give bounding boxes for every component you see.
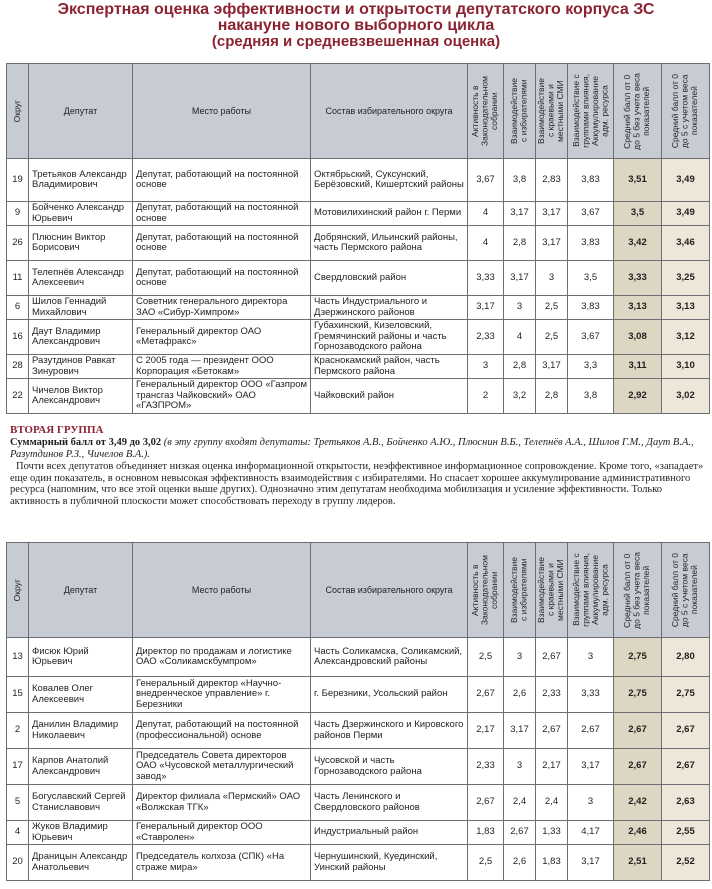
table-row <box>7 261 710 296</box>
district-cell: Свердловский район <box>311 261 468 296</box>
avg-score-cell: 3,42 <box>614 226 662 261</box>
header-weighted-line: Средний балл от 0 <box>670 552 681 628</box>
voters-cell: 3,17 <box>504 713 536 749</box>
okrug-cell: 2 <box>7 713 29 749</box>
avg-score-cell: 2,75 <box>614 638 662 677</box>
header-row <box>7 543 710 638</box>
media-cell: 1,83 <box>536 845 568 881</box>
header-voters-line: с избирателями <box>518 558 529 622</box>
deputy-cell: Карпов Анатолий Александрович <box>29 749 133 785</box>
header-activity-line: Законодательном <box>479 75 490 147</box>
table-row <box>7 713 710 749</box>
weighted-score-cell: 3,13 <box>662 296 710 320</box>
workplace-cell: Генеральный директор «Научно-внедренческое управление» г. Березники <box>133 677 311 713</box>
voters-cell: 3 <box>504 638 536 677</box>
media-cell: 2,67 <box>536 638 568 677</box>
header-media <box>536 543 568 638</box>
header-avg-line: Средний балл от 0 <box>622 552 633 628</box>
table-row <box>7 296 710 320</box>
page-title-line2: накануне нового выборного цикла <box>217 17 495 34</box>
okrug-cell: 15 <box>7 677 29 713</box>
header-weighted-line: до 5 с учетом веса <box>679 74 690 148</box>
workplace-cell: Генеральный директор ОАО «Метафракс» <box>133 320 311 355</box>
header-avg <box>614 64 662 159</box>
media-cell: 2,33 <box>536 677 568 713</box>
header-groups-line: адм. ресурса <box>599 85 609 137</box>
header-groups-text <box>572 74 610 148</box>
groups-cell: 3,83 <box>568 296 614 320</box>
deputy-cell: Шилов Геннадий Михайлович <box>29 296 133 320</box>
workplace-cell: Депутат, работающий на постоянной основе <box>133 261 311 296</box>
header-okrug-text <box>13 100 23 122</box>
header-media-line: местными СМИ <box>555 80 566 142</box>
workplace-cell: С 2005 года — президент ООО Корпорация «Бетокам» <box>133 355 311 379</box>
deputy-cell: Жуков Владимир Юрьевич <box>29 821 133 845</box>
district-cell: Добрянский, Ильинский районы, часть Пермского района <box>311 226 468 261</box>
ratings-table-1 <box>6 63 710 414</box>
okrug-cell: 17 <box>7 749 29 785</box>
header-groups-line: Аккумулирование <box>589 76 600 146</box>
header-media-text <box>537 78 566 144</box>
activity-cell: 3 <box>468 355 504 379</box>
activity-cell: 2,17 <box>468 713 504 749</box>
voters-cell: 2,8 <box>504 226 536 261</box>
voters-cell: 2,67 <box>504 821 536 845</box>
weighted-score-cell: 3,49 <box>662 159 710 202</box>
workplace-cell: Депутат, работающий на постоянной основе <box>133 226 311 261</box>
header-okrug <box>7 543 29 638</box>
voters-cell: 3,2 <box>504 379 536 414</box>
voters-cell: 3 <box>504 749 536 785</box>
header-activity-line: Активность в <box>470 85 481 137</box>
okrug-cell: 6 <box>7 296 29 320</box>
activity-cell: 4 <box>468 226 504 261</box>
weighted-score-cell: 2,52 <box>662 845 710 881</box>
deputy-cell: Третьяков Александр Владимирович <box>29 159 133 202</box>
groups-cell: 3,67 <box>568 320 614 355</box>
header-groups-text <box>572 553 610 627</box>
activity-cell: 3,17 <box>468 296 504 320</box>
avg-score-cell: 2,92 <box>614 379 662 414</box>
groups-cell: 3,33 <box>568 677 614 713</box>
header-groups-line: адм. ресурса <box>599 564 609 616</box>
avg-score-cell: 2,67 <box>614 749 662 785</box>
header-activity <box>468 543 504 638</box>
avg-score-cell: 3,33 <box>614 261 662 296</box>
activity-cell: 2,33 <box>468 749 504 785</box>
header-groups <box>568 64 614 159</box>
header-avg-text <box>623 552 652 629</box>
group-body-text: Почти всех депутатов объединяет низкая оценка информационной открытости, неэффективное информационное сопровождение. Кроме того, «западает» еще один показатель, в основном невысокая эффективность взаимодействия с избирателями. Но спасает хорошее аккумулирование административного ресурса (напомним, что все этой оценки выше других). Однозначно этим депутатам необходима мобилизация и усиление эффективности. Только активность в публичной плоскости может способствовать переходу в группу лидеров. <box>10 461 704 507</box>
media-cell: 2,67 <box>536 713 568 749</box>
voters-cell: 2,6 <box>504 677 536 713</box>
district-cell: Губахинский, Кизеловский, Гремячинский районы и часть Горнозаводского района <box>311 320 468 355</box>
avg-score-cell: 3,5 <box>614 202 662 226</box>
header-activity-line: Активность в <box>470 564 481 616</box>
activity-cell: 1,83 <box>468 821 504 845</box>
okrug-cell: 11 <box>7 261 29 296</box>
header-okrug-line: Округ <box>11 578 22 602</box>
workplace-cell: Председатель колхоза (СПК) «На страже мира» <box>133 845 311 881</box>
activity-cell: 2,67 <box>468 785 504 821</box>
header-media-line: Взаимодействие <box>536 78 547 144</box>
media-cell: 2,83 <box>536 159 568 202</box>
group-summary-bold: Суммарный балл от 3,49 до 3,02 <box>10 437 162 448</box>
deputy-cell: Фисюк Юрий Юрьевич <box>29 638 133 677</box>
header-weighted <box>662 64 710 159</box>
header-groups-line: группами влияния, <box>580 74 590 148</box>
header-avg-line: показателей <box>641 86 652 136</box>
district-cell: Октябрьский, Суксунский, Берёзовский, Кишертский районы <box>311 159 468 202</box>
workplace-cell: Депутат, работающий на постоянной (профессиональной) основе <box>133 713 311 749</box>
weighted-score-cell: 3,10 <box>662 355 710 379</box>
media-cell: 2,5 <box>536 296 568 320</box>
header-district: Состав избирательного округа <box>311 543 468 638</box>
table-row <box>7 638 710 677</box>
header-okrug-text <box>13 579 23 601</box>
weighted-score-cell: 3,12 <box>662 320 710 355</box>
groups-cell: 3,17 <box>568 845 614 881</box>
voters-cell: 3,8 <box>504 159 536 202</box>
header-activity-line: собрании <box>489 571 500 609</box>
header-okrug <box>7 64 29 159</box>
district-cell: Часть Индустриального и Дзержинского районов <box>311 296 468 320</box>
group-heading: ВТОРАЯ ГРУППА <box>10 424 104 436</box>
district-cell: Чернушинский, Куединский, Уинский районы <box>311 845 468 881</box>
header-deputy: Депутат <box>29 64 133 159</box>
header-voters-line: Взаимодействие <box>509 557 519 623</box>
table-row <box>7 355 710 379</box>
header-voters-text <box>510 557 529 623</box>
header-media-line: с краевыми и <box>545 563 556 617</box>
voters-cell: 3 <box>504 296 536 320</box>
groups-cell: 3,83 <box>568 159 614 202</box>
weighted-score-cell: 3,49 <box>662 202 710 226</box>
header-activity-line: Законодательном <box>479 554 490 626</box>
media-cell: 2,8 <box>536 379 568 414</box>
avg-score-cell: 2,42 <box>614 785 662 821</box>
okrug-cell: 4 <box>7 821 29 845</box>
header-row <box>7 64 710 159</box>
okrug-cell: 22 <box>7 379 29 414</box>
activity-cell: 2,33 <box>468 320 504 355</box>
header-workplace: Место работы <box>133 64 311 159</box>
workplace-cell: Генеральный директор ООО «Газпром трансгаз Чайковский» ОАО «ГАЗПРОМ» <box>133 379 311 414</box>
deputy-cell: Богуславский Сергей Станиславович <box>29 785 133 821</box>
media-cell: 3,17 <box>536 226 568 261</box>
activity-cell: 4 <box>468 202 504 226</box>
header-avg-text <box>623 73 652 150</box>
table-row <box>7 159 710 202</box>
table-row <box>7 677 710 713</box>
deputy-cell: Данилин Владимир Николаевич <box>29 713 133 749</box>
header-media-line: с краевыми и <box>545 84 556 138</box>
table-row <box>7 749 710 785</box>
deputy-cell: Бойченко Александр Юрьевич <box>29 202 133 226</box>
weighted-score-cell: 2,55 <box>662 821 710 845</box>
district-cell: Чайковский район <box>311 379 468 414</box>
header-activity-line: собрании <box>489 92 500 130</box>
media-cell: 2,5 <box>536 320 568 355</box>
voters-cell: 2,6 <box>504 845 536 881</box>
header-activity-text <box>471 76 500 146</box>
header-media-text <box>537 557 566 623</box>
header-media-line: местными СМИ <box>555 559 566 621</box>
groups-cell: 3 <box>568 638 614 677</box>
workplace-cell: Депутат, работающий на постоянной основе <box>133 159 311 202</box>
page-title: Экспертная оценка эффективности и открытости депутатского корпуса ЗС <box>57 1 655 18</box>
deputy-cell: Разутдинов Равкат Зинурович <box>29 355 133 379</box>
media-cell: 3 <box>536 261 568 296</box>
groups-cell: 2,67 <box>568 713 614 749</box>
weighted-score-cell: 2,75 <box>662 677 710 713</box>
weighted-score-cell: 3,25 <box>662 261 710 296</box>
header-okrug-line: Округ <box>11 99 22 123</box>
avg-score-cell: 3,11 <box>614 355 662 379</box>
groups-cell: 3,5 <box>568 261 614 296</box>
header-groups-line: группами влияния, <box>580 553 590 627</box>
header-groups-line: Взаимодействие с <box>570 553 581 627</box>
workplace-cell: Председатель Совета директоров ОАО «Чусовской металлургический завод» <box>133 749 311 785</box>
avg-score-cell: 2,75 <box>614 677 662 713</box>
header-media <box>536 64 568 159</box>
weighted-score-cell: 3,02 <box>662 379 710 414</box>
header-voters-line: Взаимодействие <box>509 78 519 144</box>
header-voters <box>504 64 536 159</box>
avg-score-cell: 3,13 <box>614 296 662 320</box>
okrug-cell: 16 <box>7 320 29 355</box>
voters-cell: 2,8 <box>504 355 536 379</box>
group-summary-italic: (в эту группу входят депутаты: Третьяков А.В., Бойченко А.Ю., Плюснин В.Б., Телепнёв А.А., Шилов Г.М., Даут В.А., Разутдинов Р.З., Чичелов В.А.). <box>10 437 694 460</box>
district-cell: Мотовилихинский район г. Перми <box>311 202 468 226</box>
weighted-score-cell: 2,67 <box>662 749 710 785</box>
header-workplace: Место работы <box>133 543 311 638</box>
voters-cell: 3,17 <box>504 261 536 296</box>
media-cell: 2,4 <box>536 785 568 821</box>
header-voters <box>504 543 536 638</box>
page-subtitle: (средняя и средневзвешенная оценка) <box>211 33 501 50</box>
media-cell: 1,33 <box>536 821 568 845</box>
header-avg-line: Средний балл от 0 <box>622 73 633 149</box>
media-cell: 3,17 <box>536 355 568 379</box>
media-cell: 3,17 <box>536 202 568 226</box>
deputy-cell: Телепнёв Александр Алексеевич <box>29 261 133 296</box>
header-weighted-line: показателей <box>689 565 700 615</box>
activity-cell: 3,33 <box>468 261 504 296</box>
header-weighted-line: до 5 с учетом веса <box>679 553 690 627</box>
deputy-cell: Даут Владимир Александрович <box>29 320 133 355</box>
district-cell: Часть Соликамска, Соликамский, Александровский районы <box>311 638 468 677</box>
workplace-cell: Советник генерального директора ЗАО «Сибур-Химпром» <box>133 296 311 320</box>
district-cell: Часть Дзержинского и Кировского районов Перми <box>311 713 468 749</box>
header-weighted-text <box>671 74 700 148</box>
table-row <box>7 379 710 414</box>
header-activity-text <box>471 555 500 625</box>
district-cell: Чусовской и часть Горнозаводского района <box>311 749 468 785</box>
table-row <box>7 785 710 821</box>
header-activity <box>468 64 504 159</box>
voters-cell: 4 <box>504 320 536 355</box>
district-cell: Индустриальный район <box>311 821 468 845</box>
header-weighted-line: Средний балл от 0 <box>670 73 681 149</box>
header-media-line: Взаимодействие <box>536 557 547 623</box>
groups-cell: 3,8 <box>568 379 614 414</box>
header-voters-text <box>510 78 529 144</box>
district-cell: г. Березники, Усольский район <box>311 677 468 713</box>
okrug-cell: 5 <box>7 785 29 821</box>
header-groups-line: Аккумулирование <box>589 555 600 625</box>
activity-cell: 3,67 <box>468 159 504 202</box>
table-row <box>7 821 710 845</box>
table-row <box>7 320 710 355</box>
deputy-cell: Драницын Александр Анатольевич <box>29 845 133 881</box>
avg-score-cell: 3,51 <box>614 159 662 202</box>
voters-cell: 3,17 <box>504 202 536 226</box>
avg-score-cell: 3,08 <box>614 320 662 355</box>
avg-score-cell: 2,46 <box>614 821 662 845</box>
weighted-score-cell: 2,80 <box>662 638 710 677</box>
district-cell: Краснокамский район, часть Пермского района <box>311 355 468 379</box>
avg-score-cell: 2,67 <box>614 713 662 749</box>
weighted-score-cell: 2,63 <box>662 785 710 821</box>
header-avg-line: показателей <box>641 565 652 615</box>
workplace-cell: Генеральный директор ООО «Ставролен» <box>133 821 311 845</box>
group-summary <box>10 437 708 460</box>
header-weighted-text <box>671 553 700 627</box>
okrug-cell: 13 <box>7 638 29 677</box>
voters-cell: 2,4 <box>504 785 536 821</box>
title-block <box>0 0 712 50</box>
deputy-cell: Ковалев Олег Алексеевич <box>29 677 133 713</box>
header-groups-line: Взаимодействие с <box>570 74 581 148</box>
header-voters-line: с избирателями <box>518 79 529 143</box>
district-cell: Часть Ленинского и Свердловского районов <box>311 785 468 821</box>
header-weighted <box>662 543 710 638</box>
weighted-score-cell: 3,46 <box>662 226 710 261</box>
header-deputy: Депутат <box>29 543 133 638</box>
avg-score-cell: 2,51 <box>614 845 662 881</box>
header-avg-line: до 5 без учета веса <box>631 72 642 150</box>
okrug-cell: 28 <box>7 355 29 379</box>
groups-cell: 3,17 <box>568 749 614 785</box>
okrug-cell: 26 <box>7 226 29 261</box>
groups-cell: 3,3 <box>568 355 614 379</box>
deputy-cell: Плюснин Виктор Борисович <box>29 226 133 261</box>
groups-cell: 3,67 <box>568 202 614 226</box>
groups-cell: 3 <box>568 785 614 821</box>
okrug-cell: 9 <box>7 202 29 226</box>
header-district: Состав избирательного округа <box>311 64 468 159</box>
media-cell: 2,17 <box>536 749 568 785</box>
workplace-cell: Директор филиала «Пермский» ОАО «Волжская ТГК» <box>133 785 311 821</box>
groups-cell: 4,17 <box>568 821 614 845</box>
groups-cell: 3,83 <box>568 226 614 261</box>
deputy-cell: Чичелов Виктор Александрович <box>29 379 133 414</box>
table-row <box>7 202 710 226</box>
table-row <box>7 226 710 261</box>
header-avg-line: до 5 без учета веса <box>631 551 642 629</box>
activity-cell: 2 <box>468 379 504 414</box>
activity-cell: 2,5 <box>468 638 504 677</box>
table-row <box>7 845 710 881</box>
header-groups <box>568 543 614 638</box>
workplace-cell: Депутат, работающий на постоянной основе <box>133 202 311 226</box>
ratings-table-2 <box>6 542 710 881</box>
header-avg <box>614 543 662 638</box>
okrug-cell: 20 <box>7 845 29 881</box>
activity-cell: 2,67 <box>468 677 504 713</box>
header-weighted-line: показателей <box>689 86 700 136</box>
activity-cell: 2,5 <box>468 845 504 881</box>
workplace-cell: Директор по продажам и логистике ОАО «Соликамскбумпром» <box>133 638 311 677</box>
okrug-cell: 19 <box>7 159 29 202</box>
weighted-score-cell: 2,67 <box>662 713 710 749</box>
